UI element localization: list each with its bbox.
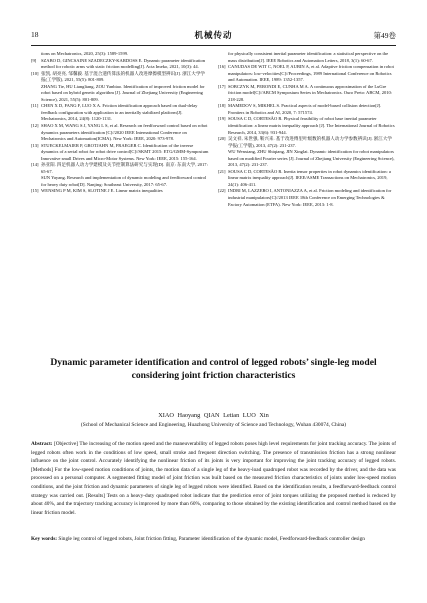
- reference-entry: [31, 84, 209, 104]
- reference-entry: [31, 162, 209, 175]
- reference-entry: [31, 143, 209, 163]
- reference-entry: [31, 103, 209, 123]
- reference-number: [16]: [218, 64, 226, 70]
- reference-entry: [218, 103, 396, 116]
- english-affiliation: (School of Mechanical Science and Engineering, Huazhong University of Science and Technology, Wuhan 430074, China): [80, 422, 347, 428]
- reference-entry: [31, 123, 209, 143]
- reference-text: CHEN X D, FANG F, LUO X A. Friction identification approach based on dual-delay feedback configuration with application to an inertially stabilized platform[J]. Mechatronics, 2014, 24(8): 1120-1131.: [41, 103, 198, 122]
- keywords-label: Key words:: [31, 536, 58, 542]
- reference-text: 张凯, 胡亮亮, 邹馨毅. 基于混合遗传算法的机器人改进摩擦模型辨识[J]. 浙江大学学报(工学版), 2021, 55(5): 801-809.: [41, 70, 205, 83]
- abstract-text: [Objective] The increasing of the motion speed and the maneuverability of legged robots poses high level requirements for joint tracking accuracy. The joints of legged robots often work in the conditions of low speed, small stroke and frequent direction switching. The presence of transmission friction has a strong nonlinear influence on the joint control. Accurately identifying the nonlinear friction of its joints is very important for improving the joint tracking accuracy of legged robots. [Methods] For the low-speed motion conditions of joints, the motion data of a single leg of the heavy-load quadruped robot was recorded by the driver, and the data was processed on a personal computer. A segmented fitting model of joint friction was built based on the measured friction characteristics of joints under low-speed motion conditions, and the joint friction and dynamic parameters of single leg of legged robots were identified. Based on the identification results, a feedforward-feedback control strategy was carried out. [Results] Tests on a heavy-duty quadruped robot indicate that the prediction error of joint torques utilizing the proposed method is reduced by about 40%, and the trajectory tracking accuracy is improved by more than 60%, comparing to those obtained by the existing identification and control method based on the linear friction model.: [31, 441, 396, 516]
- reference-text: SHAO X M, WANG S J, YANG L S, et al. Research on feedforward control based on robot dynamics parameters identification [C]//2020 IEEE International Conference on Mechatronics and Automation(ICMA). New York: IEEE, 2020: 973-978.: [41, 123, 208, 142]
- reference-entry: [218, 188, 396, 208]
- reference-entry: [218, 149, 396, 169]
- volume-label: 第49卷: [373, 31, 396, 40]
- journal-name: 机械传动: [194, 30, 233, 40]
- reference-text: MAMEDOV S, MIKHEL S. Practical aspects of model-based collision detection[J]. Frontiers in Robotics and AI, 2020, 7: 571574.: [228, 103, 382, 115]
- reference-text: ZHANG Tie, HU Liangliang, ZOU Yanbiao. Identification of improved friction model for robot based on hybrid genetic algorithm [J]. Journal of Zhejiang University (Engineering Science), 2021, 55(5): 801-809.: [41, 83, 205, 102]
- reference-text: SOUSA C D, CORTESÃO R. Inertia tensor properties in robot dynamics identification: a linear matrix inequality approach[J]. IEEE/ASME Transactions on Mechatronics, 2019, 24(1): 406-411.: [228, 168, 391, 187]
- abstract-label: Abstract:: [31, 441, 53, 447]
- english-title: Dynamic parameter identification and control of legged robots’ single-leg model considering joint friction characteristics: [50, 357, 377, 381]
- reference-entry: [218, 136, 396, 149]
- reference-number: [12]: [31, 123, 39, 129]
- reference-entry: [218, 51, 396, 64]
- reference-text: INDRI M, LAZZERO I, ANTONIAZZA A, et al. Friction modeling and identification for industrial manipulators[C]//2013 IEEE 18th Conference on Emerging Technologies & Factory Automation (ETFA). New York: IEEE, 2013: 1-8.: [228, 188, 392, 207]
- reference-text: SOUSA C D, CORTESÃO R. Physical feasibility of robot base inertial parameter identification: a linear matrix inequality approach [J]. The International Journal of Robotics Research, 2014, 33(6): 931-944.: [228, 116, 395, 135]
- keywords-text: Single leg control of legged robots, Joint friction fitting, Parameter identification of the dynamic model, Feedforward-feedback controller design: [58, 536, 365, 542]
- reference-entry: [218, 116, 396, 136]
- reference-text: WU Wenxiang, ZHU Shiqiang, JIN Xinglai. Dynamic identification for robot manipulators based on modified Fourier series [J]. Journal of Zhejiang University (Engineering Science), 2013, 47(2): 231-237.: [228, 149, 395, 168]
- reference-entry: [31, 58, 209, 71]
- reference-number: [9]: [31, 57, 37, 63]
- references-left-column: [31, 51, 209, 347]
- reference-text: WENSING P M, KIM S, SLOTINE J E. Linear matrix inequalities: [41, 188, 163, 194]
- english-abstract: [31, 440, 396, 517]
- reference-text: STUECKELMAIER P, GROTJAHN M, FRAEGER C. Identification of the inverse dynamics of a serial robot for robot drive control[C]//SKMT 2015: ETG/GMM-Symposium Innovative small Drives and Micro-Motor Systems. New York: IEEE, 2015: 155-164.: [41, 142, 209, 161]
- reference-number: [20]: [218, 136, 226, 142]
- references-section: [31, 51, 396, 347]
- reference-text: 吴文祥, 朱世强, 靳兴来. 基于改进傅里叶级数的机器人动力学参数辨识[J]. 浙江大学学报(工学版), 2013, 47(2): 231-237.: [228, 136, 392, 148]
- english-authors: XIAO Haoyang QIAN Letian LUO Xin: [158, 412, 269, 419]
- reference-number: [10]: [31, 70, 39, 76]
- reference-text: tions on Mechatronics, 2020, 25(3): 1589-1599.: [41, 51, 129, 56]
- page-number: 18: [31, 30, 39, 39]
- header-rule: [31, 45, 396, 46]
- reference-entry: [218, 64, 396, 84]
- reference-number: [17]: [218, 83, 226, 89]
- reference-text: SZABO D, GINCSAINE SZADECZKY-KARDOSS E. Dynamic parameter identification method for robotic arms with static friction modelling[J]. Acta Imeko, 2021, 10(3): 44.: [41, 57, 206, 70]
- reference-text: 孙亚阳. 四足机器人动力学建模及关节控制算法研究与实现[D]. 南京: 东南大学, 2017: 65-67.: [41, 162, 208, 174]
- reference-text: SUN Yayang. Research and implementation of dynamic modeling and feedforward control for heavy duty robot[D]. Nanjing: Southeast University, 2017: 65-67.: [41, 175, 207, 187]
- reference-entry: [31, 175, 209, 188]
- page-header: [31, 28, 396, 42]
- english-keywords: [31, 535, 396, 544]
- reference-number: [11]: [31, 103, 39, 109]
- references-right-column: [218, 51, 396, 347]
- reference-entry: [31, 71, 209, 84]
- reference-number: [21]: [218, 168, 226, 174]
- reference-text: for physically consistent inertial parameter identification: a statistical perspective on the mass distribution[J]. IEEE Robotics and Automation Letters, 2018, 3(1): 60-67.: [228, 51, 389, 63]
- reference-entry: [218, 169, 396, 189]
- reference-text: SOBCZYK M, PERONDI E, CUNHA M A. A continuous approximation of the LuGre friction model[C]//ABCM Symposium Series in Mechatronics. Ouro Preto: ABCM, 2010: 218-228.: [228, 83, 393, 102]
- reference-number: [13]: [31, 142, 39, 148]
- reference-number: [14]: [31, 162, 39, 168]
- reference-entry: [218, 84, 396, 104]
- reference-number: [18]: [218, 103, 226, 109]
- reference-entry: [31, 188, 209, 195]
- reference-number: [22]: [218, 188, 226, 194]
- reference-text: CANUDAS DE WIT C, NOEL P, AUBIN A, et al. Adaptive friction compensation in robot manipulators: low-velocities[C]//Proceedings, 1989 International Conference on Robotics and Automation. IEEE, 1989: 1352-1357.: [228, 64, 394, 83]
- reference-number: [15]: [31, 188, 39, 194]
- reference-number: [19]: [218, 116, 226, 122]
